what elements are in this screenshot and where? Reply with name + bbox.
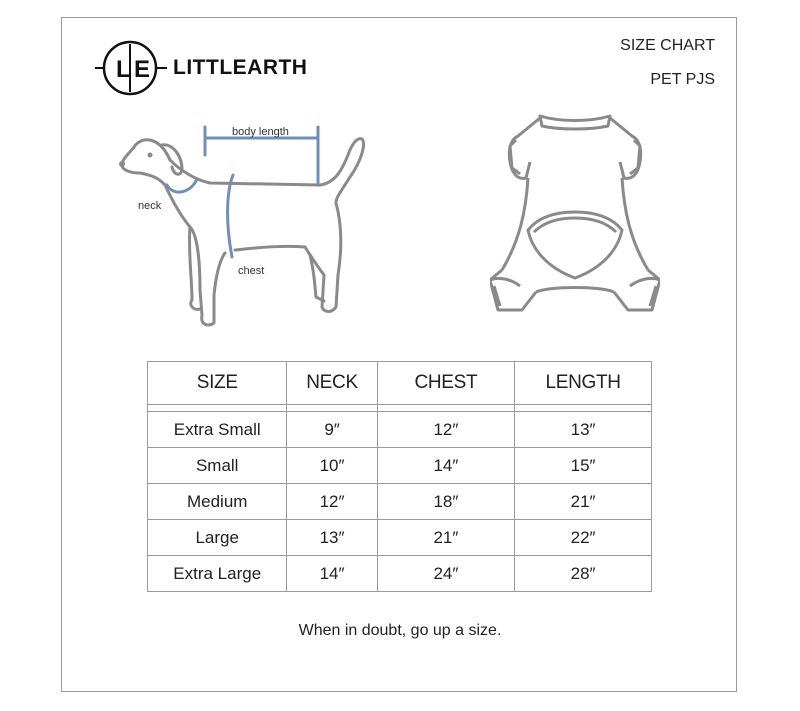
table-row (148, 484, 652, 520)
neck-label: neck (138, 200, 162, 212)
chest-cell: 12″ (377, 412, 515, 448)
length-cell: 15″ (515, 448, 652, 484)
table-row (148, 412, 652, 448)
column-header: NECK (287, 362, 377, 405)
chest-cell: 24″ (377, 556, 515, 592)
table-spacer-row (148, 405, 652, 412)
length-cell: 21″ (515, 484, 652, 520)
body-length-label: body length (232, 126, 289, 138)
svg-text:E: E (134, 56, 151, 83)
svg-text:L: L (116, 56, 131, 83)
table-row (148, 448, 652, 484)
dog-nose-icon (119, 161, 125, 167)
table-header-row (148, 362, 652, 405)
pajama-icon (490, 110, 660, 325)
length-cell: 13″ (515, 412, 652, 448)
chest-label: chest (238, 265, 265, 277)
column-header: CHEST (377, 362, 515, 405)
neck-cell: 9″ (287, 412, 377, 448)
size-cell: Extra Small (148, 412, 287, 448)
product-name: PET PJS (650, 71, 715, 88)
size-cell: Medium (148, 484, 287, 520)
table-row (148, 520, 652, 556)
footer-note: When in doubt, go up a size. (298, 622, 502, 639)
column-header: LENGTH (515, 362, 652, 405)
chest-cell: 14″ (377, 448, 515, 484)
table-row (148, 556, 652, 592)
length-cell: 22″ (515, 520, 652, 556)
neck-cell: 14″ (287, 556, 377, 592)
brand-name: LITTLEARTH (173, 56, 308, 79)
neck-cell: 13″ (287, 520, 377, 556)
pajama-diagram (490, 110, 660, 330)
size-cell: Small (148, 448, 287, 484)
length-cell: 28″ (515, 556, 652, 592)
dog-icon (110, 115, 380, 340)
chest-cell: 21″ (377, 520, 515, 556)
size-cell: Extra Large (148, 556, 287, 592)
neck-cell: 10″ (287, 448, 377, 484)
size-table (147, 361, 652, 592)
neck-cell: 12″ (287, 484, 377, 520)
dog-eye-icon (148, 153, 153, 158)
column-header: SIZE (148, 362, 287, 405)
dog-measurement-diagram (110, 115, 380, 345)
chart-title: SIZE CHART (620, 37, 715, 54)
brand-logo (95, 40, 307, 96)
logo-mark-icon (95, 40, 167, 96)
size-cell: Large (148, 520, 287, 556)
chest-cell: 18″ (377, 484, 515, 520)
